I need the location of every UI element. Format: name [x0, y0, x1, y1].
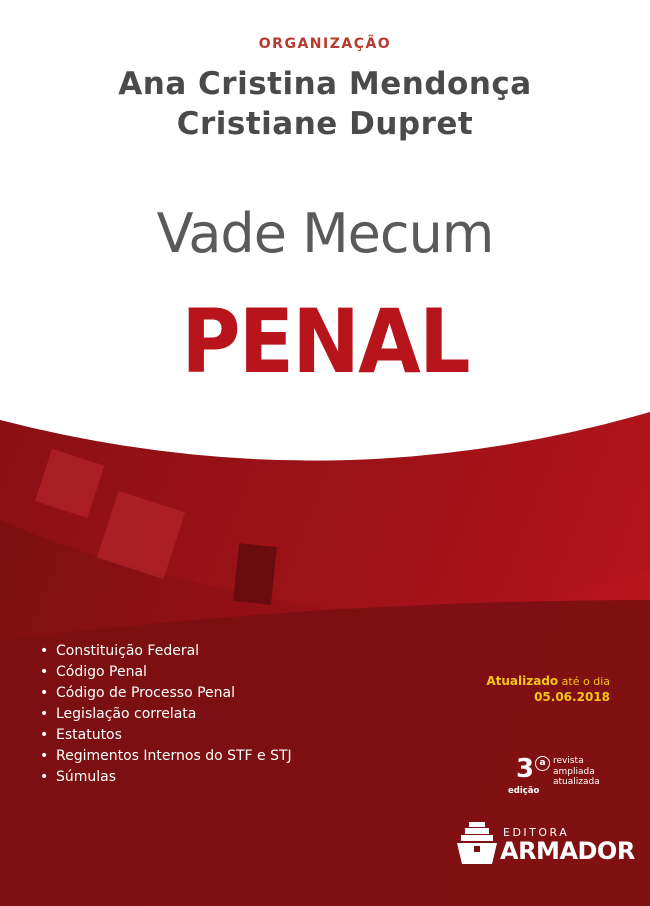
author-name: Cristiane Dupret	[176, 106, 474, 142]
update-text: até o dia	[561, 675, 610, 688]
update-date: 05.06.2018	[534, 690, 610, 704]
bullet-icon: •	[40, 748, 49, 764]
book-title: Vade Mecum	[156, 202, 494, 265]
list-item: • Código Penal	[40, 662, 292, 683]
edition-number: 3	[516, 754, 535, 784]
list-item: • Súmulas	[40, 767, 292, 788]
list-item: • Regimentos Internos do STF e STJ	[40, 746, 292, 767]
author-name: Ana Cristina Mendonça	[118, 66, 532, 102]
bullet-icon: •	[40, 685, 49, 701]
edition-notes: revista ampliada atualizada	[553, 756, 600, 787]
list-item: • Estatutos	[40, 725, 292, 746]
list-item: • Código de Processo Penal	[40, 683, 292, 704]
deco-square-3	[233, 543, 277, 605]
book-subtitle: PENAL	[181, 290, 469, 393]
publisher-name: ARMADOR	[500, 837, 635, 865]
organization-label: ORGANIZAÇÃO	[258, 36, 392, 52]
bullet-icon: •	[40, 727, 49, 743]
ship-icon	[456, 822, 498, 866]
bullet-icon: •	[40, 706, 49, 722]
bullet-icon: •	[40, 643, 49, 659]
publisher-label: EDITORA	[503, 826, 570, 839]
update-highlight: Atualizado	[486, 674, 559, 688]
bullet-icon: •	[40, 664, 49, 680]
list-item: • Constituição Federal	[40, 641, 292, 662]
update-notice	[486, 670, 610, 704]
list-item: • Legislação correlata	[40, 704, 292, 725]
bullet-icon: •	[40, 769, 49, 785]
contents-list	[40, 641, 292, 788]
edition-ordinal: a	[535, 756, 550, 771]
edition-label: edição	[508, 786, 540, 796]
